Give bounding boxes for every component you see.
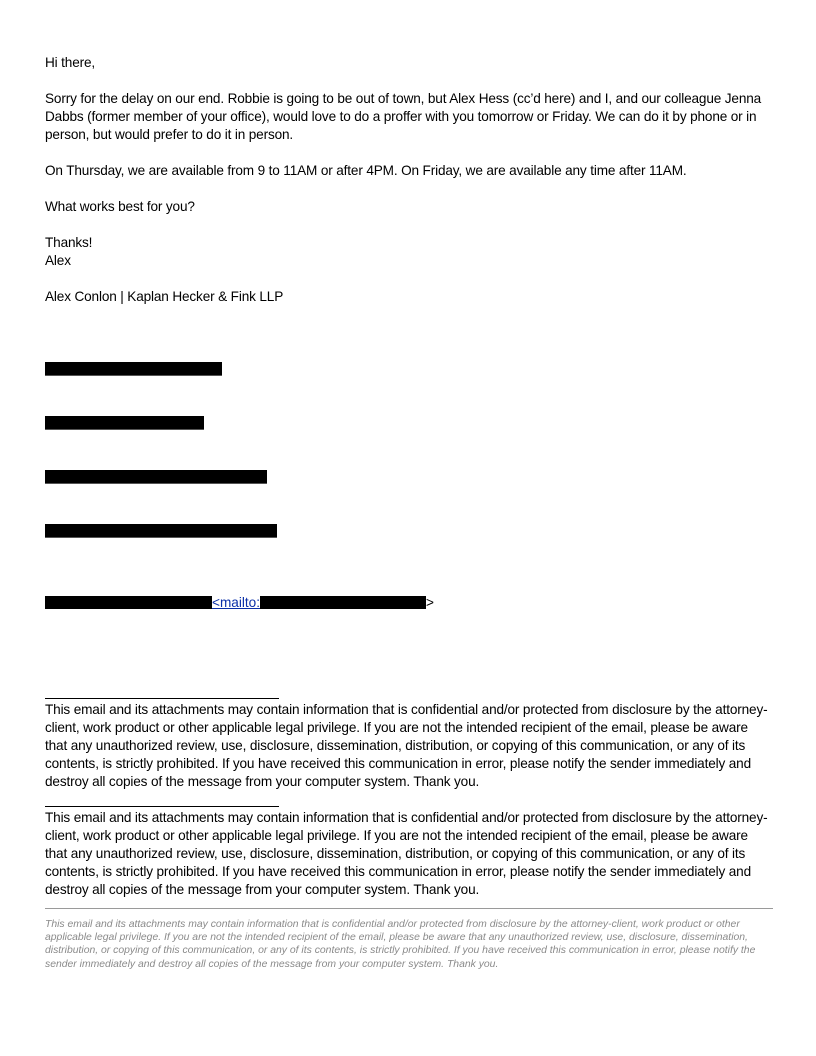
redaction-block-4 (45, 524, 277, 538)
redacted-email-address (260, 596, 426, 609)
footer-divider (45, 908, 773, 909)
mailto-prefix: <mailto: (212, 595, 260, 610)
signoff: Thanks! (45, 235, 93, 250)
disclaimer-2: This email and its attachments may contain information that is confidential and/or protected from disclosure by the attorney-client, work product or other applicable legal privilege. If you are not the intended recipient of the email, please be aware that any unauthorized review, use, disclosure, dissemination, distribution, or copying of this communication, or any of its contents, is strictly prohibited. If you have received this communication in error, please notify the sender immediately and destroy all copies of the message from your computer system. Thank you. (45, 810, 768, 897)
signature: Alex Conlon | Kaplan Hecker & Fink LLP (45, 289, 284, 304)
disclaimer-separator-1 (45, 698, 279, 699)
sender-first-name: Alex (45, 253, 71, 268)
redacted-name (45, 596, 212, 609)
email-address-line (45, 595, 434, 611)
body-paragraph-2: On Thursday, we are available from 9 to 11AM or after 4PM. On Friday, we are available any time after 11AM. (45, 163, 687, 178)
redaction-block-2 (45, 416, 204, 430)
disclaimer-1: This email and its attachments may contain information that is confidential and/or protected from disclosure by the attorney-client, work product or other applicable legal privilege. If you are not the intended recipient of the email, please be aware that any unauthorized review, use, disclosure, dissemination, distribution, or copying of this communication, or any of its contents, is strictly prohibited. If you have received this communication in error, please notify the sender immediately and destroy all copies of the message from your computer system. Thank you. (45, 702, 768, 789)
body-paragraph-1: Sorry for the delay on our end. Robbie is going to be out of town, but Alex Hess (cc’d here) and I, and our colleague Jenna Dabbs (former member of your office), would love to do a proffer with you tomorrow or Friday. We can do it by phone or in person, but would prefer to do it in person. (45, 91, 762, 142)
mailto-suffix: > (425, 595, 434, 610)
redaction-block-1 (45, 362, 222, 376)
redaction-block-3 (45, 470, 267, 484)
greeting: Hi there, (45, 55, 96, 70)
question: What works best for you? (45, 199, 195, 214)
disclaimer-separator-2 (45, 806, 279, 807)
footer-disclaimer: This email and its attachments may contain information that is confidential and/or protected from disclosure by the attorney-client, work product or other applicable legal privilege. If you are not the intended recipient of the email, please be aware that any unauthorized review, use, disclosure, dissemination, distribution, or copying of this communication, or any of its contents, is strictly prohibited. If you have received this communication in error, please notify the sender immediately and destroy all copies of the message from your computer system. Thank you. (45, 919, 756, 970)
mailto-link[interactable] (212, 595, 426, 610)
